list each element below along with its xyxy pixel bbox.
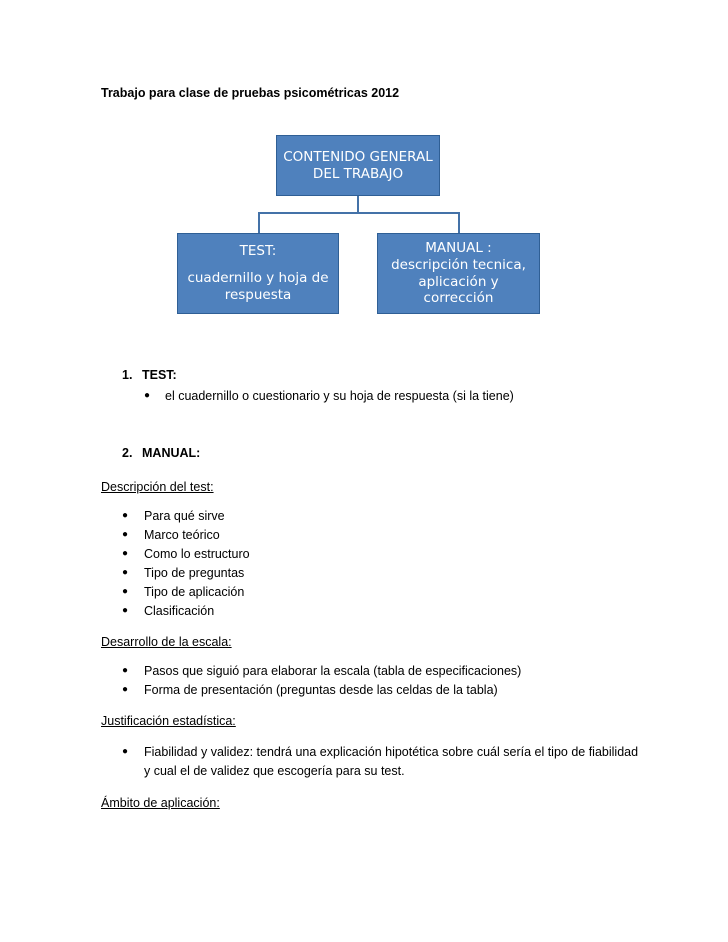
bullet-icon: ● (122, 684, 129, 695)
heading-descripcion: Descripción del test: (101, 480, 214, 494)
list-item (122, 509, 225, 523)
bullet-icon: ● (122, 605, 129, 616)
section-label: TEST: (142, 368, 177, 382)
document-title: Trabajo para clase de pruebas psicométricas 2012 (101, 86, 400, 100)
list-item-text: Marco teórico (144, 528, 220, 542)
list-item (122, 528, 220, 542)
heading-justificacion: Justificación estadística: (101, 714, 236, 728)
bullet-icon: ● (122, 746, 129, 757)
box-text: cuadernillo y hoja de (187, 270, 329, 287)
list-item (122, 745, 638, 759)
box-text: aplicación y (418, 273, 499, 290)
diagram-box-test (177, 233, 339, 314)
diagram-box-contenido (276, 135, 440, 196)
heading-ambito: Ámbito de aplicación: (101, 796, 220, 810)
bullet-icon: ● (122, 548, 129, 559)
numbered-item-manual (122, 446, 200, 460)
list-item-text: Forma de presentación (preguntas desde las celdas de la tabla) (144, 683, 498, 697)
list-item-text: Tipo de aplicación (144, 585, 245, 599)
list-item (122, 683, 498, 697)
list-item-text: el cuadernillo o cuestionario y su hoja de respuesta (si la tiene) (165, 389, 514, 403)
list-item (122, 604, 214, 618)
connector-line (458, 212, 460, 233)
list-item-text: Clasificación (144, 604, 215, 618)
list-item-text-continued: y cual el de validez que escogería para su test. (144, 764, 405, 778)
list-number: 2. (122, 446, 133, 460)
box-text: corrección (423, 290, 494, 307)
numbered-item-test (122, 368, 177, 382)
connector-line (357, 196, 359, 213)
diagram-box-manual (377, 233, 540, 314)
box-text: DEL TRABAJO (312, 165, 404, 182)
list-item (144, 389, 514, 403)
list-item (122, 585, 244, 599)
list-item-text: Como lo estructuro (144, 547, 250, 561)
box-text: descripción tecnica, (391, 256, 526, 273)
bullet-icon: ● (122, 567, 129, 578)
connector-line (258, 212, 460, 214)
bullet-icon: ● (122, 510, 129, 521)
bullet-icon: ● (122, 586, 129, 597)
list-item (122, 547, 250, 561)
bullet-icon: ● (122, 529, 129, 540)
box-text: respuesta (224, 286, 292, 303)
list-item-text: Tipo de preguntas (144, 566, 245, 580)
bullet-icon: ● (122, 665, 129, 676)
connector-line (258, 212, 260, 233)
box-text: MANUAL : (425, 239, 492, 256)
section-label: MANUAL: (142, 446, 201, 460)
list-item (122, 664, 521, 678)
list-number: 1. (122, 368, 133, 382)
box-text: TEST: (239, 243, 277, 260)
list-item-text: Para qué sirve (144, 509, 225, 523)
list-item-text: Pasos que siguió para elaborar la escala (tabla de especificaciones) (144, 664, 522, 678)
list-item (122, 566, 244, 580)
bullet-icon: ● (144, 390, 151, 401)
box-text: CONTENIDO GENERAL (283, 148, 433, 165)
heading-desarrollo: Desarrollo de la escala: (101, 635, 232, 649)
list-item-text: Fiabilidad y validez: tendrá una explicación hipotética sobre cuál sería el tipo de fiabilidad (144, 745, 639, 759)
